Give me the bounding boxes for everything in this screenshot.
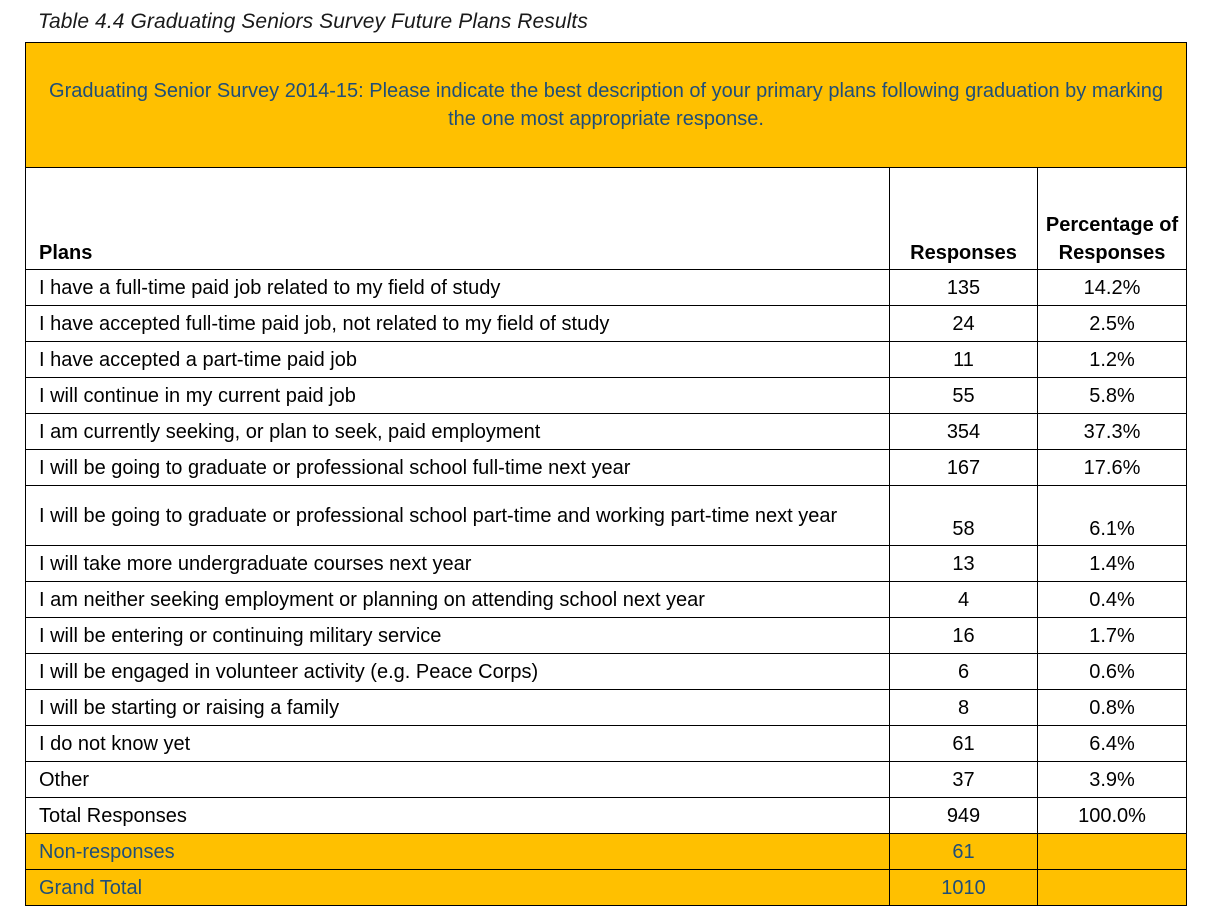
percentage-cell: 17.6% — [1038, 450, 1187, 486]
responses-cell: 61 — [890, 726, 1038, 762]
responses-cell: 13 — [890, 546, 1038, 582]
table-row — [26, 546, 1187, 582]
responses-cell: 949 — [890, 798, 1038, 834]
responses-cell: 16 — [890, 618, 1038, 654]
table-row — [26, 726, 1187, 762]
survey-question-banner: Graduating Senior Survey 2014-15: Please indicate the best description of your primary plans following graduation by marking the one most appropriate response. — [26, 43, 1187, 168]
plan-cell: I have accepted a part-time paid job — [26, 342, 890, 378]
responses-cell: 11 — [890, 342, 1038, 378]
percentage-cell — [1038, 870, 1187, 906]
plan-cell: I have accepted full-time paid job, not related to my field of study — [26, 306, 890, 342]
plan-cell: Other — [26, 762, 890, 798]
percentage-cell: 5.8% — [1038, 378, 1187, 414]
responses-cell: 24 — [890, 306, 1038, 342]
plan-cell: I will be going to graduate or professional school full-time next year — [26, 450, 890, 486]
plan-cell: I do not know yet — [26, 726, 890, 762]
percentage-cell: 1.2% — [1038, 342, 1187, 378]
plan-cell: Non-responses — [26, 834, 890, 870]
percentage-cell: 14.2% — [1038, 270, 1187, 306]
table-row — [26, 582, 1187, 618]
plan-cell: I will take more undergraduate courses next year — [26, 546, 890, 582]
header-row — [26, 168, 1187, 270]
percentage-cell: 0.6% — [1038, 654, 1187, 690]
responses-cell: 58 — [890, 486, 1038, 546]
plan-cell: I will continue in my current paid job — [26, 378, 890, 414]
table-row — [26, 450, 1187, 486]
responses-cell: 8 — [890, 690, 1038, 726]
non-responses-row — [26, 834, 1187, 870]
responses-cell: 61 — [890, 834, 1038, 870]
banner-row — [26, 43, 1187, 168]
responses-cell: 135 — [890, 270, 1038, 306]
plan-cell: I will be starting or raising a family — [26, 690, 890, 726]
percentage-cell: 0.8% — [1038, 690, 1187, 726]
header-responses: Responses — [890, 168, 1038, 270]
header-percentage: Percentage of Responses — [1038, 168, 1187, 270]
percentage-cell: 1.4% — [1038, 546, 1187, 582]
plan-cell: I will be entering or continuing military service — [26, 618, 890, 654]
plan-cell: I will be going to graduate or professional school part-time and working part-time next year — [26, 486, 890, 546]
plan-cell: Grand Total — [26, 870, 890, 906]
percentage-cell: 100.0% — [1038, 798, 1187, 834]
table-row — [26, 762, 1187, 798]
percentage-cell — [1038, 834, 1187, 870]
responses-cell: 354 — [890, 414, 1038, 450]
percentage-cell: 0.4% — [1038, 582, 1187, 618]
responses-cell: 167 — [890, 450, 1038, 486]
plan-cell: I am neither seeking employment or planning on attending school next year — [26, 582, 890, 618]
future-plans-table — [25, 42, 1187, 906]
table-row — [26, 306, 1187, 342]
table-row — [26, 654, 1187, 690]
table-row — [26, 618, 1187, 654]
table-row — [26, 414, 1187, 450]
percentage-cell: 2.5% — [1038, 306, 1187, 342]
plan-cell: Total Responses — [26, 798, 890, 834]
grand-total-row — [26, 870, 1187, 906]
table-row — [26, 690, 1187, 726]
plan-cell: I am currently seeking, or plan to seek, paid employment — [26, 414, 890, 450]
table-caption: Table 4.4 Graduating Seniors Survey Future Plans Results — [38, 10, 588, 33]
table-row — [26, 342, 1187, 378]
percentage-cell: 3.9% — [1038, 762, 1187, 798]
responses-cell: 55 — [890, 378, 1038, 414]
responses-cell: 37 — [890, 762, 1038, 798]
plan-cell: I have a full-time paid job related to my field of study — [26, 270, 890, 306]
percentage-cell: 6.4% — [1038, 726, 1187, 762]
responses-cell: 6 — [890, 654, 1038, 690]
percentage-cell: 37.3% — [1038, 414, 1187, 450]
plan-cell: I will be engaged in volunteer activity (e.g. Peace Corps) — [26, 654, 890, 690]
total-row — [26, 798, 1187, 834]
percentage-cell: 1.7% — [1038, 618, 1187, 654]
header-plans: Plans — [26, 168, 890, 270]
percentage-cell: 6.1% — [1038, 486, 1187, 546]
table-row — [26, 486, 1187, 546]
table-row — [26, 378, 1187, 414]
responses-cell: 1010 — [890, 870, 1038, 906]
table-row — [26, 270, 1187, 306]
responses-cell: 4 — [890, 582, 1038, 618]
